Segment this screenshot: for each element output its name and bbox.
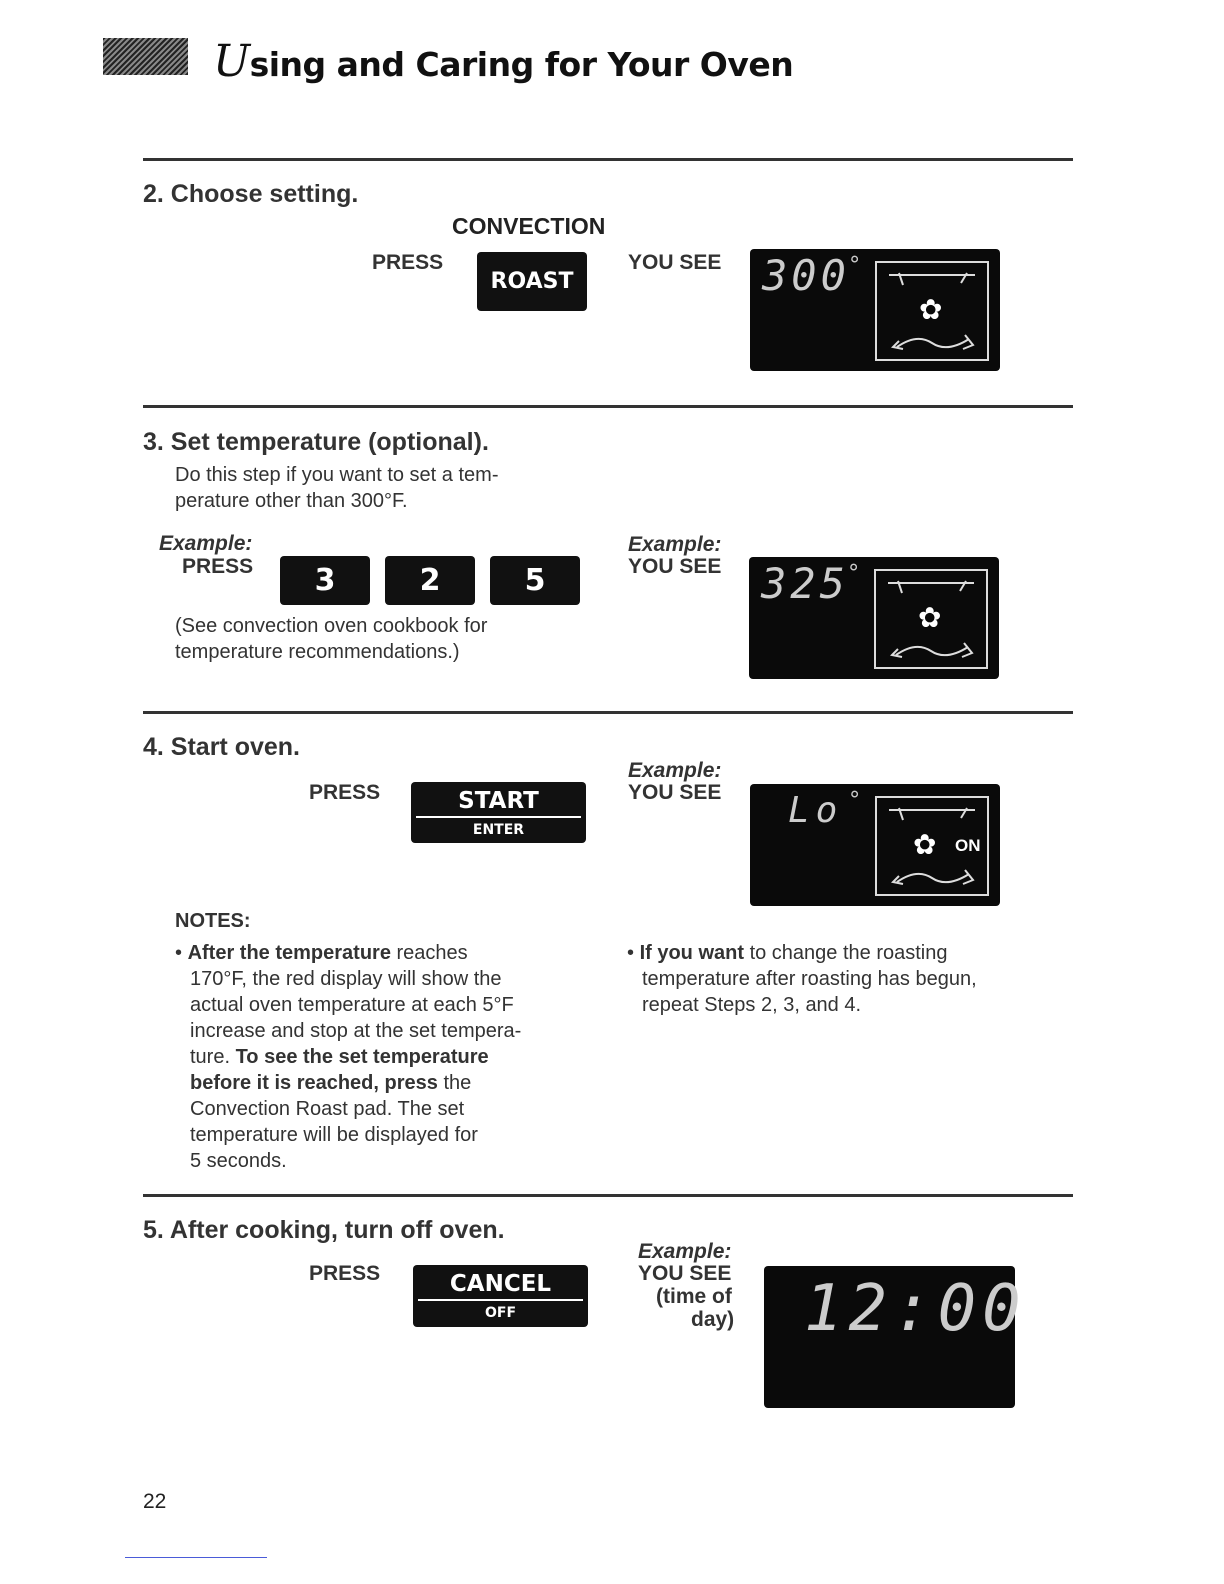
cancel-label: CANCEL [449,1271,552,1297]
start-enter-button[interactable] [411,782,586,843]
degree-symbol: ° [848,253,862,278]
step3-you-see-label: YOU SEE [628,555,722,578]
step5-heading: 5. After cooking, turn off oven. [143,1216,505,1244]
notes-right: • If you want to change the roasting temperature after roasting has begun, repeat Steps 2, 3, and 4. [627,942,977,1016]
step2-press-label: PRESS [372,251,444,274]
convection-label: CONVECTION [452,213,606,239]
step3-example2-label: Example: [628,533,722,556]
digit-3-button[interactable]: 3 [280,556,370,605]
off-label: OFF [484,1305,517,1321]
step5-example-label: Example: [638,1240,732,1263]
key-divider [416,816,581,818]
digit-2-button[interactable]: 2 [385,556,475,605]
step3-text-2: perature other than 300°F. [175,490,408,512]
divider [143,405,1073,408]
display-temp: 300 [762,251,850,300]
clock-display [764,1266,1027,1408]
notes-heading: NOTES: [175,910,251,932]
digit-5-button[interactable]: 5 [490,556,580,605]
footer-line [125,1557,267,1558]
oven-icon [875,261,989,361]
fan-icon: ✿ [919,294,943,325]
step3-heading: 3. Set temperature (optional). [143,428,489,456]
step5-you-see-label: YOU SEE [638,1262,732,1285]
step3-note-1: (See convection oven cookbook for [175,615,488,637]
oven-icon [875,796,989,896]
cancel-off-button[interactable] [413,1265,588,1327]
on-indicator: ON [955,836,981,855]
oven-icon [874,569,988,669]
step4-you-see-label: YOU SEE [628,781,722,804]
notes-left: • After the temperature reaches 170°F, the red display will show the actual oven temperature at each 5°F increase and stop at the set tempera- ture. To see the set temperature before it is reached, press the Convection Roast pad. The set temperature will be displayed for 5 seconds. [175,942,522,1172]
start-label: START [458,788,539,814]
fan-icon: ✿ [913,829,937,860]
divider [143,158,1073,161]
step4-heading: 4. Start oven. [143,733,300,761]
degree-symbol: ° [847,561,861,586]
step3-press-label: PRESS [182,555,254,578]
key-divider [418,1299,583,1301]
roast-button[interactable]: ROAST [477,252,587,311]
divider [143,711,1073,714]
page-title: Using and Caring for Your Oven [213,36,794,87]
step4-example-label: Example: [628,759,722,782]
step2-heading: 2. Choose setting. [143,180,359,208]
step2-you-see-label: YOU SEE [628,251,722,274]
step5-press-label: PRESS [309,1262,381,1285]
divider [143,1194,1073,1197]
oven-display-325 [749,557,999,679]
degree-symbol: ° [848,788,862,813]
time-of-label: (time of [656,1285,732,1308]
oven-display-lo [750,784,1000,906]
header-logo [103,38,188,75]
clock-time: 12:00 [804,1272,1027,1346]
display-text: Lo [788,790,844,831]
enter-label: ENTER [472,822,525,838]
page-number: 22 [143,1490,167,1513]
oven-display-300 [750,249,1000,371]
step3-text-1: Do this step if you want to set a tem- [175,464,499,486]
step3-example-label: Example: [159,532,253,555]
display-temp: 325 [761,559,849,608]
step4-press-label: PRESS [309,781,381,804]
fan-icon: ✿ [918,602,942,633]
day-label: day) [691,1308,735,1331]
step3-note-2: temperature recommendations.) [175,641,460,663]
